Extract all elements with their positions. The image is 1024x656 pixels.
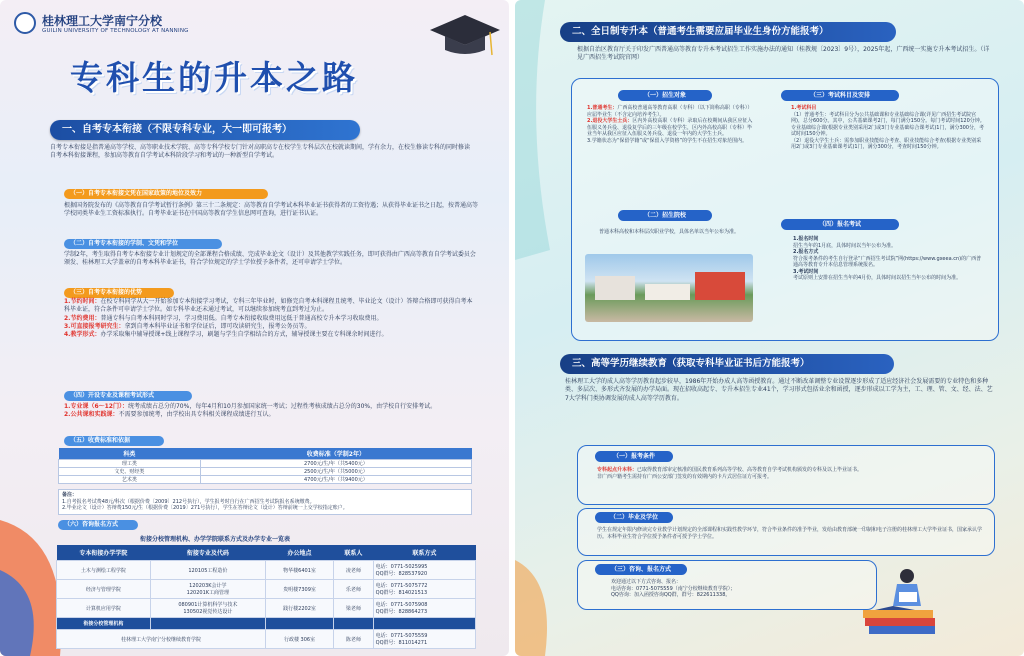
fee-header: 科类 [59,448,201,460]
contact-table-caption: 衔接分校管理机构、办学学院联系方式及办学专业一览表 [140,536,291,543]
table-row: 桂林理工大学南宁分校继续教育学院 行政楼 306室 陈老师 电话：0771-5075559 QQ群号：811014271 [57,630,476,649]
table-row: 衔接分校管理机构 [57,618,476,630]
fee-header: 收费标准（学制2年） [200,448,471,460]
table-row: 计算机应用学院 080901计算机科学与技术 130502视觉传达设计 践行楼2202室 梁老师 电话：0771-5075908 QQ群号：828864273 [57,599,476,618]
contact-header: 衔接专业及代码 [150,545,265,561]
contact-header: 联系人 [334,545,374,561]
section-1-intro: 自考专本衔接是指普通高等学校、高等职业技术学院、高等专科学校专门针对高职高专在校学生专科层次在校就读期间，学有余力，在校生修读专科的同时修读自考本科衔接课程，参加高等教育自学考试本科阶段学习和考试的一种新型自学考试。 [50,144,471,160]
advantage-1: 1.节约时间：在校专科同学从大一开始参加专本衔接学习考试，专科三年毕业时，如修完自考本科课程且统考、毕业论文（设计）答辩合格即可获得自考本科毕业证，符合条件可申请学士学位。如专科毕业还未通过考试，可以继续参加统考直到考过为止。 [64,298,473,314]
contact-header: 联系方式 [373,545,475,561]
advantage-2: 2.节约费用：普通专科与自考本科同时学习，学习费用低。自考专本衔接收取费用远低于普通高校专升本学习收取费用。 [64,314,383,322]
section-1-header: 一、自考专本衔接（不限专科专业，大一即可报考） [50,120,360,140]
advantages-block [64,298,478,339]
contact-header: 专本衔接办学学院 [57,545,151,561]
table-row: 理工类 2700元/生/年（共5400元） [59,460,472,468]
subsection-1-text: 根据国务院发布的《高等教育自学考试暂行条例》第三十二条规定：高等教育自学考试本科毕业证书获得者的工资待遇；从获得毕业证书之日起，按普通高等学校同类毕业生工资标准执行。自考毕业证书在中国高等教育学生信息网可查询，进行证书认证。 [64,202,479,218]
exam-subjects-title: （三）考试科目及安排 [781,90,899,101]
right-page [515,0,1024,656]
decorative-side-shape [515,0,565,656]
school-name-cn: 桂林理工大学南宁分校 [42,14,163,28]
consult-text: 欢迎通过以下方式咨询、报名： 电话咨询：0771-5075559（南宁分校继续教育学院）； QQ咨询：加入函授咨询QQ群，群号：822611338。 [611,579,736,598]
subsection-1-title: （一）自考专本衔接文凭在国家政策的地位及效力 [64,189,268,199]
subsection-3-title: （三）自考专本衔接的优势 [64,288,174,298]
advantage-3: 3.可直接报考研究生：拿到自考本科毕业证书和学位证后，即可攻读研究生，报考公务员等。 [64,322,311,330]
section-2-header: 二、全日制专升本（普通考生需要应届毕业生身份方能报考） [560,22,896,42]
table-row: 艺术类 4700元/生/年（共9400元） [59,476,472,484]
exam-subjects-text: 1.考试科目 （1）普通考生：考试科目分为公共基础课和专业基础综合课(详见广西招生考试院官网)，总分600分。其中，公共基础课考2门，每门满分150分。每门考试时间120分钟。专业基础综合课(根据专业类别采用2门或3门专业基础综合课考试)1门，满分300分，考试时间150分钟。 （2）退役大学生士兵：需参加职业技能综合考查、职业技能综合考查(根据专业类别采用2门或3门专业基础课考试)1门，满分300分，考查时间150分钟。 [791,105,985,150]
section-3-header: 三、高等学历继续教育（获取专科毕业证书后方能报考） [560,354,894,374]
fee-notes: 备注： 1.自考报名考试费48元/科次（根据价费〔2009〕212号执行），学生报考时自行在广西招生考试院报名系统缴费。 2.毕业论文（设计）答辩费150元/生（根据价费〔2019〕271号执行），学生在答辩论文（设计）答辩前统一上交学校指定账户。 [58,489,472,515]
section-3-intro: 桂林理工大学的成人高等学历教育起步较早，1986年开始办成人高等函授教育。通过不断改革调整专业设置逐步形成了适应经济社会发展需要的专业特色和多种类、多层次、多形式齐发展的办学局面。现在招收高起专、专升本招生专业41个，学习形式包括业余和函授，逐步形成以工学为主，工、理、管、文、经、法、艺7大学科门类协调发展的成人高等学历教育。 [565,378,993,402]
main-title: 专科生的升本之路 [70,58,358,97]
registration-text: 1.报名时间 招生当年的1月底，具体时间以当年公布为准。 2.报名方式 符合报考条件的考生自行登录“广西招生考试院”网(https://www.gxeea.cn)的广西普通高等教育专升本信息管理系统报名。 3.考试时间 考试原则上安排在招生当年的4月份，具体时间以招生当年公布的时间为准。 [793,236,982,281]
fee-table [58,448,472,484]
recruit-target-list: 1.普通考生：广西高校普通高等教育高职（专科）（以下简称高职（专科））应届毕业生（不含定向培养考生）。 2.退役大学生士兵：区内外高校高职（专科）录取后在校期间从我区应征入伍服义务兵役、退役复学后的三年级在校学生，区内外高校高职（专科）毕业当年从我区应征入伍服义务兵役、退役一年内的大学生士兵。 3.学籍状态为“保留学籍”或“保留入学资格”的学生不在招生对象范围内。 [587,105,753,144]
campus-photo [585,254,753,322]
contact-header: 办公地点 [266,545,334,561]
apply-conditions-text: 专科起点升本科：已取得教育部审定核准的国民教育系列高等学校、高等教育自学考试机构颁发的专科及以上毕业证书。 非广西户籍考生需持有广西公安部门签发的有效期内的卡片式居住证方可报考。 [597,467,863,480]
recruit-schools-text: 普通本科高校和本科层次职业学校，具体名单以当年公布为准。 [598,229,739,235]
subsection-2-title: （二）自考专本衔接的学制、文凭和学位 [64,239,222,249]
recruit-schools-title: （二）招生院校 [618,210,712,221]
subsection-4-text: 1.专业课（6～12门）：统考成绩占总分的70%，每年4月和10月参加国家统一考试；过程性考核成绩占总分的30%，由学校自行安排考试。 2.公共课和实践课：不需要参加统考，由学校出具专科相关课程成绩进行互认。 [64,403,437,419]
section-2-intro: 根据自治区教育厅关于印发广西普通高等教育专升本考试招生工作实施办法的通知（桂教规〔2023〕9号），2025年起，广西统一实施专升本考试招生。（详见广西招生考试院官网） [577,46,990,62]
graduation-cap-icon [420,0,509,70]
registration-title: （四）报名考试 [781,219,899,230]
apply-conditions-title: （一）报考条件 [595,451,673,462]
table-row: 土木与测绘工程学院 120105工程造价 物华楼6401室 凌老师 电话：0771-5025995 QQ群号：828537920 [57,561,476,580]
left-page [0,0,509,656]
advantage-4: 4.教学形式：办学采取集中辅导授课+线上课程学习，刷题与学生自学相结合的方式，辅导授课主要在专科课余时间进行。 [64,331,388,339]
school-logo-icon [14,12,36,34]
table-row: 经济与管理学院 120203K会计学 120201K工商管理 贵明楼7309室 乐老师 电话：0771-5075772 QQ群号：814021513 [57,580,476,599]
graduation-title: （二）毕业及学位 [595,512,673,523]
subsection-6-title: （六）咨询报名方式 [58,520,138,530]
graduation-text: 学生在规定年限内修读完专业教学计划规定的全部课程和实践性教学环节，符合毕业条件的准予毕业，发给由教育部统一印制和电子注册的桂林理工大学毕业证书，国家承认学历。本科毕业生符合学位授予条件者可授予学士学位。 [597,527,983,540]
recruit-target-title: （一）招生对象 [618,90,712,101]
contact-table [56,545,476,649]
table-row: 文史、财经类 2500元/生/年（共5000元） [59,468,472,476]
school-name-en: GUILIN UNIVERSITY OF TECHNOLOGY AT NANNING [42,28,189,34]
subsection-5-title: （五）收费标准和依据 [64,436,164,446]
subsection-4-title: （四）开设专业及课程考试形式 [64,391,192,401]
consult-title: （三）咨询、报名方式 [595,564,687,575]
subsection-2-text: 学制2年，考生取得自考专本衔接专业计划规定的全部课程合格成绩、完成毕业论文（设计）及其他教学实践任务，即可获得由广西高等教育自学考试委员会颁发、桂林理工大学盖章的自考本科毕业证书，符合学位规定的学士学位授予条件者，还可申请学士学位。 [64,251,476,267]
student-reading-illustration [855,560,975,640]
